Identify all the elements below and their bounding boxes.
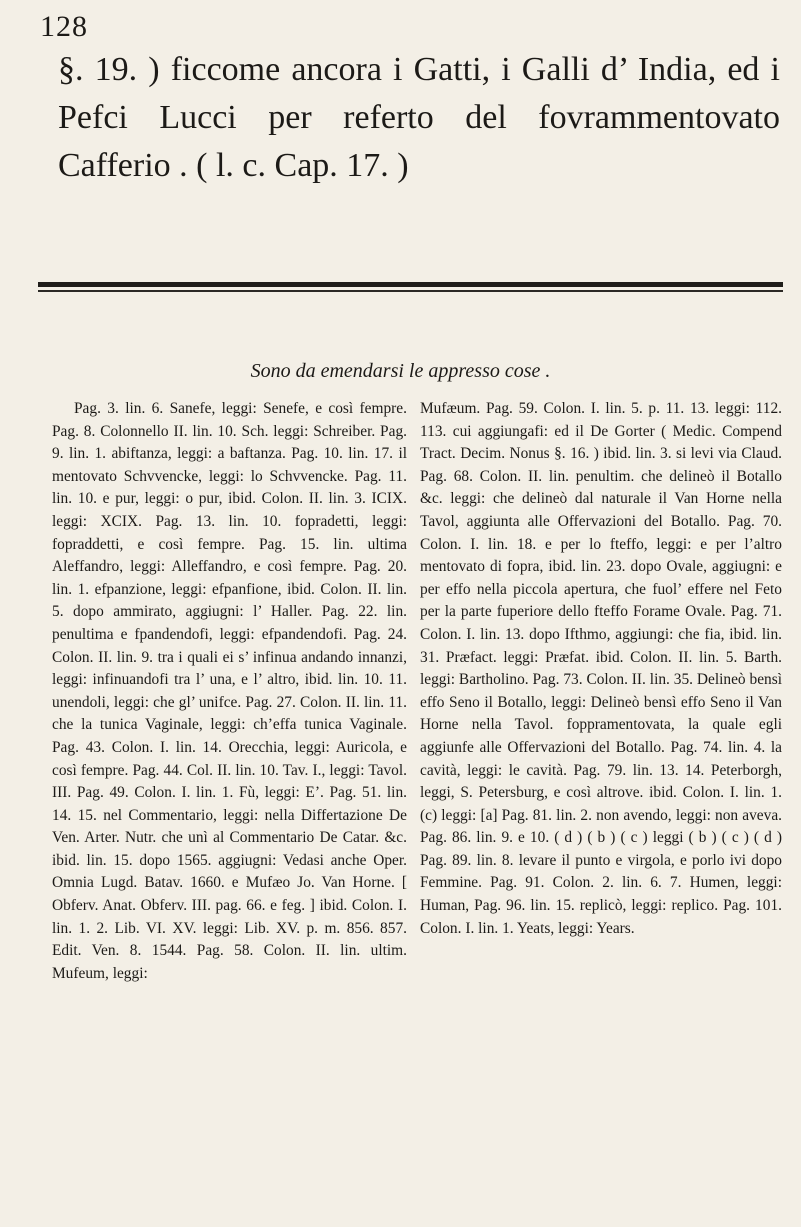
errata-title: Sono da emendarsi le appresso cose . [250,360,551,382]
errata-left-text: Pag. 3. lin. 6. Sanefe, leggi: Senefe, e così fempre. Pag. 8. Colonnello II. lin. 10. Sch. leggi: Schreiber. Pag. 9. lin. 1. abiftanza, leggi: a baftanza. Pag. 10. lin. 17. il mentovato Schvvencke, leggi: lo Schvvencke. Pag. 11. lin. 10. e pur, leggi: o pur, ibid. Colon. II. lin. 3. ICIX. leggi: XCIX. Pag. 13. lin. 10. fopradetti, leggi: fopraddetti, e così fempre. Pag. 15. lin. ultima Aleffandro, leggi: Alleffandro, e così fempre. Pag. 20. lin. 1. efpanzione, leggi: efpanfione, ibid. Colon. II. lin. 5. dopo ammirato, aggiugni: l’ Haller. Pag. 22. lin. penultima e fpandendofi, leggi: efpandendofi. Pag. 24. Colon. II. lin. 9. tra i quali ei s’ infinua andando innanzi, leggi: infinuandofi tra l’ una, e l’ altro, ibid. lin. 10. 11. unendoli, leggi: che gl’ unifce. Pag. 27. Colon. II. lin. 11. che la tunica Vaginale, leggi: ch’effa tunica Vaginale. Pag. 43. Colon. I. lin. 14. Orecchia, leggi: Auricola, e così fempre. Pag. 44. Col. II. lin. 10. Tav. I., leggi: Tavol. III. Pag. 49. Colon. I. lin. 1. Fù, leggi: E’. Pag. 51. lin. 14. 15. nel Commentario, leggi: nella Differtazione De Ven. Arter. Nutr. che unì al Commentario De Catar. &c. ibid. lin. 15. dopo 1565. aggiugni: Vedasi anche Oper. Omnia Lugd. Batav. 1660. e Mufæo Jo. Van Horne. [ Obferv. Anat. Obferv. III. pag. 66. e feg. ] ibid. Colon. I. lin. 1. 2. Lib. VI. XV. leggi: Lib. XV. p. m. 856. 857. Edit. Ven. 8. 1544. Pag. 58. Colon. II. lin. ultim. Mufeum, leggi: [52,400,407,982]
errata-right-column [420,398,782,940]
section-heading: §. 19. ) ficcome ancora i Gatti, i Galli d’ India, ed i Pefci Lucci per referto del fovrammentovato Cafferio . ( l. c. Cap. 17. ) [58,51,780,184]
errata-left-column [52,398,407,985]
page-number: 128 [40,10,88,43]
errata-right-text: Mufæum. Pag. 59. Colon. I. lin. 5. p. 11. 13. leggi: 112. 113. cui aggiungafi: ed il De Gorter ( Medic. Compend Tract. Decim. Nonus §. 16. ) ibid. lin. 3. si levi via Claud. Pag. 68. Colon. II. lin. penultim. che delineò il Botallo &c. leggi: che delineò dal naturale il Van Horne nella Tavol, aggiunta alle Offervazioni del Botallo. Pag. 70. Colon. I. lin. 18. e per lo fteffo, leggi: e per l’altro mentovato di fopra, ibid. lin. 23. dopo Ovale, aggiugni: e per effo nella piccola apertura, che fuol’ effere nel Feto per la parte fuperiore dello fteffo Forame Ovale. Pag. 71. Colon. I. lin. 13. dopo Ifthmo, aggiungi: che fia, ibid. lin. 31. Præfact. leggi: Præfat. ibid. Colon. II. lin. 5. Barth. leggi: Bartholino. Pag. 73. Colon. II. lin. 35. Delineò bensì effo Seno il Botallo, leggi: Delineò bensì effo Seno il Van Horne nella Tavol. foppramentovata, la quale egli aggiunfe alle Offervazioni del Botallo. Pag. 74. lin. 4. la cavità, leggi: le cavità. Pag. 79. lin. 13. 14. Peterborgh, leggi, S. Petersburg, e così altrove. ibid. Colon. I. lin. 1. (c) leggi: [a] Pag. 81. lin. 2. non avendo, leggi: non aveva. Pag. 86. lin. 9. e 10. ( d ) ( b ) ( c ) leggi ( b ) ( c ) ( d ) Pag. 89. lin. 8. levare il punto e virgola, e porlo ivi dopo Femmine. Pag. 91. Colon. 2. lin. 6. 7. Humen, leggi: Human, Pag. 96. lin. 15. replicò, leggi: replico. Pag. 101. Colon. I. lin. 1. Yeats, leggi: Years. [420,400,782,937]
separator-rule [38,282,783,292]
